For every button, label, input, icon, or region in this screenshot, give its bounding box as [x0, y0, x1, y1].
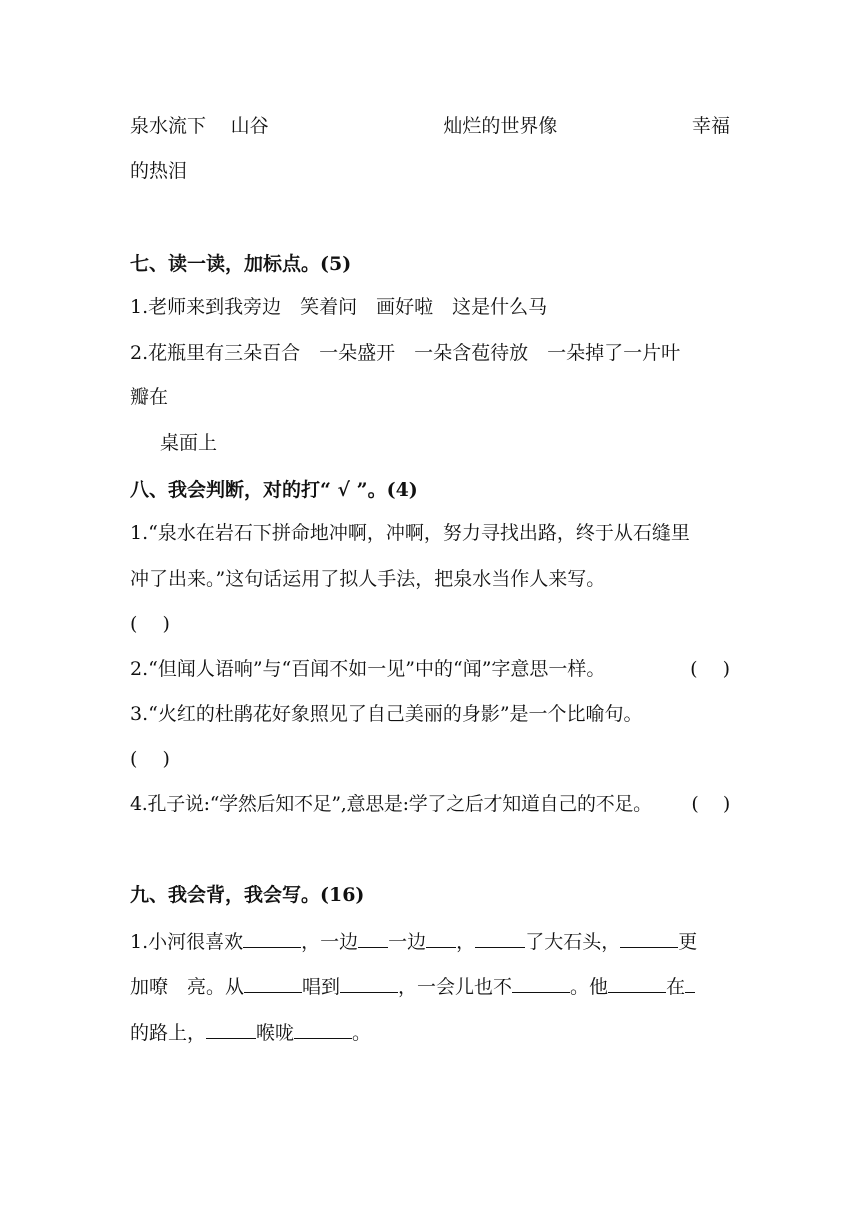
question-2-text: 2.“但闻人语响”与“百闻不如一见”中的“闻”字意思一样。 [130, 658, 606, 680]
word-item: 幸福 [691, 115, 730, 137]
section-8-title: 八、我会判断，对的打“ √ ”。(4) [130, 479, 418, 501]
fill-blank[interactable] [244, 970, 302, 993]
answer-paren-2[interactable]: ( ) [690, 658, 730, 680]
answer-paren-4[interactable]: ( ) [691, 793, 730, 815]
text-fragment: 一边 [388, 931, 427, 953]
section-8-question-3: 3.“火红的杜鹃花好象照见了自己美丽的身影”是一个比喻句。 [130, 703, 643, 725]
fill-blank[interactable] [243, 925, 301, 948]
section-8-question-2 [130, 655, 730, 683]
text-fragment: 。 [352, 1022, 372, 1044]
fill-blank[interactable] [294, 1016, 352, 1039]
fill-blank[interactable] [620, 925, 678, 948]
word-item: 灿烂的世界像 [443, 115, 558, 137]
fill-blank[interactable] [512, 970, 570, 993]
question-4-text: 4.孔子说:“学然后知不足”,意思是:学了之后才知道自己的不足。 [130, 793, 652, 815]
fill-blank[interactable] [358, 925, 388, 948]
word-item: 泉水流下 [130, 115, 207, 137]
section-7-question-2-cont: 瓣在 [130, 386, 169, 408]
text-fragment: 。他 [570, 976, 609, 998]
section-7-question-2-cont2: 桌面上 [160, 432, 218, 454]
text-fragment: 了大石头， [525, 931, 621, 953]
answer-paren-3[interactable]: ( ) [130, 748, 170, 770]
section-8-question-4 [130, 790, 730, 818]
word-item: 山谷 [230, 115, 269, 137]
text-fragment: 更 [678, 931, 698, 953]
text-fragment: 1.小河很喜欢 [130, 931, 244, 953]
fill-blank[interactable] [340, 970, 398, 993]
text-fragment: ，一会儿也不 [398, 976, 513, 998]
section-7-question-2: 2.花瓶里有三朵百合 一朵盛开 一朵含苞待放 一朵掉了一片叶 [130, 342, 681, 364]
text-fragment: 的路上， [130, 1022, 207, 1044]
text-fragment: 唱到 [302, 976, 341, 998]
word-bank-continuation: 的热泪 [130, 160, 188, 182]
fill-blank[interactable] [475, 925, 525, 948]
fill-blank[interactable] [608, 970, 666, 993]
section-9-title: 九、我会背，我会写。(16) [130, 884, 365, 906]
text-fragment: 在 [666, 976, 686, 998]
section-9-line-3 [130, 1016, 730, 1047]
fill-blank[interactable] [426, 925, 456, 948]
section-8-question-1: 1.“泉水在岩石下拼命地冲啊，冲啊，努力寻找出路，终于从石缝里 [130, 522, 690, 544]
text-fragment: 喉咙 [256, 1022, 295, 1044]
answer-paren-1[interactable]: ( ) [130, 613, 170, 635]
section-9-line-2 [130, 970, 730, 1001]
section-8-question-1-cont: 冲了出来。”这句话运用了拟人手法，把泉水当作人来写。 [130, 568, 606, 590]
text-fragment: 加嘹 亮。从 [130, 976, 245, 998]
section-7-question-1: 1.老师来到我旁边 笑着问 画好啦 这是什么马 [130, 296, 548, 318]
fill-blank[interactable] [685, 970, 695, 993]
text-fragment: ， [456, 931, 476, 953]
section-9-line-1 [130, 925, 730, 956]
section-7-title: 七、读一读，加标点。(5) [130, 253, 352, 275]
text-fragment: ，一边 [301, 931, 359, 953]
fill-blank[interactable] [206, 1016, 256, 1039]
word-bank-row [130, 112, 730, 140]
